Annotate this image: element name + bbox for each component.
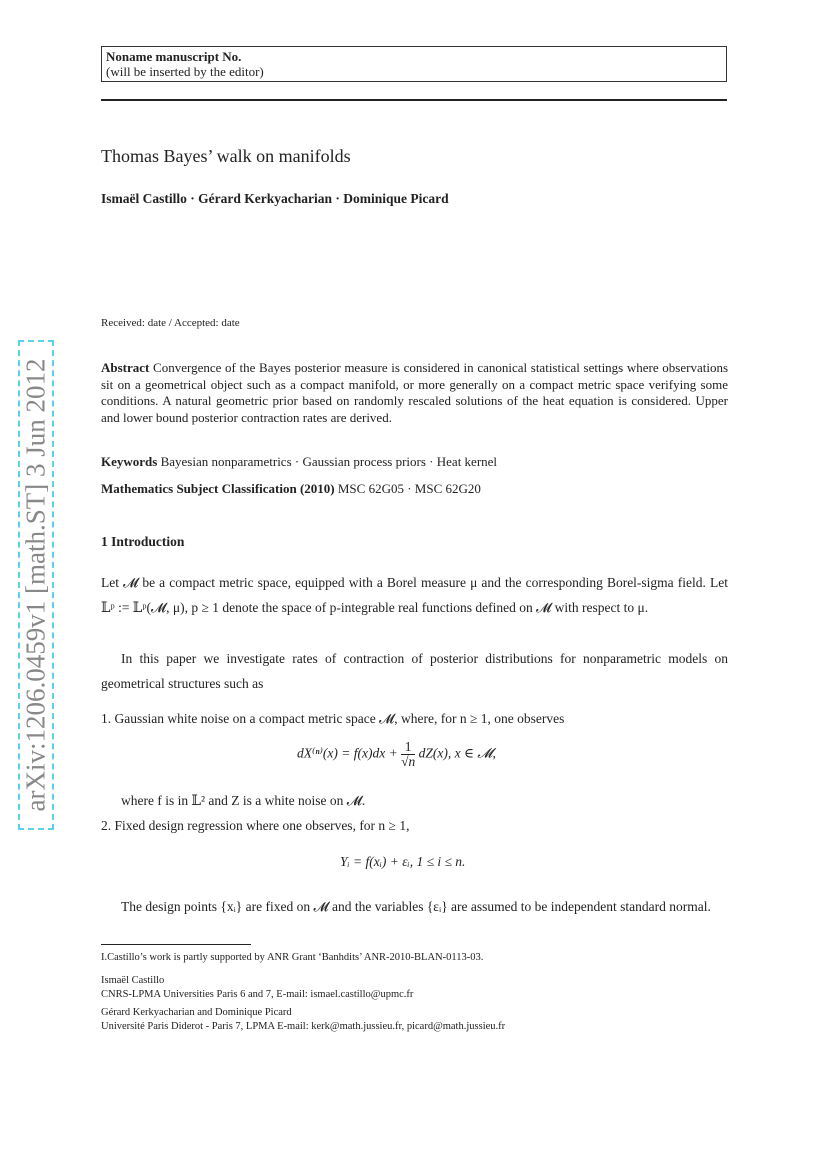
- received-date: Received: date / Accepted: date: [101, 317, 240, 329]
- affiliation-1-address: CNRS-LPMA Universities Paris 6 and 7, E-mail: ismael.castillo@upmc.fr: [101, 989, 414, 1000]
- funding-footnote: I.Castillo’s work is partly supported by ANR Grant ‘Banhdits’ ANR-2010-BLAN-0113-03.: [101, 952, 484, 963]
- eq-fraction: [401, 740, 415, 769]
- author-list: Ismaël Castillo · Gérard Kerkyacharian · Dominique Picard: [101, 191, 449, 206]
- keywords: [101, 454, 728, 471]
- keywords-text: Bayesian nonparametrics · Gaussian process priors · Heat kernel: [160, 454, 498, 469]
- list-item-2-after: The design points {xᵢ} are fixed on 𝓜 and the variables {εᵢ} are assumed to be independent standard normal.: [121, 899, 711, 914]
- footnote-rule: [101, 944, 251, 945]
- equation-regression: Yᵢ = f(xᵢ) + εᵢ, 1 ≤ i ≤ n.: [340, 854, 466, 869]
- msc-label: Mathematics Subject Classification (2010): [101, 481, 335, 496]
- paper-title: Thomas Bayes’ walk on manifolds: [101, 146, 351, 166]
- eq-fraction-numerator: 1: [401, 740, 415, 755]
- abstract-label: Abstract: [101, 360, 150, 375]
- eq-white-noise-left: dX⁽ⁿ⁾(x) = f(x)dx +: [297, 745, 398, 761]
- affiliation-2-address: Université Paris Diderot - Paris 7, LPMA E-mail: kerk@math.jussieu.fr, picard@math.jussieu.fr: [101, 1021, 506, 1032]
- arxiv-identifier: arXiv:1206.0459v1 [math.ST] 3 Jun 2012: [20, 358, 51, 812]
- manuscript-number: Noname manuscript No.: [106, 49, 242, 64]
- eq-fraction-denominator: √n: [401, 754, 416, 769]
- affiliation-2: [101, 1006, 505, 1034]
- list-item-1-after: where f is in 𝕃² and Z is a white noise on 𝓜.: [121, 793, 366, 808]
- section-heading-introduction: 1 Introduction: [101, 534, 185, 549]
- msc-text: MSC 62G05 · MSC 62G20: [337, 481, 481, 496]
- equation-white-noise: [297, 740, 496, 769]
- editor-header-box: [101, 46, 727, 82]
- abstract: [101, 360, 728, 426]
- msc-classification: [101, 481, 728, 498]
- abstract-text: Convergence of the Bayes posterior measure is considered in canonical statistical settings where observations sit on a geometrical object such as a compact manifold, or more generally on a compact metric space verifying some conditions. A natural geometric prior based on randomly rescaled solutions of the heat equation is considered. Upper and lower bound posterior contraction rates are derived.: [101, 360, 728, 425]
- affiliation-1: [101, 974, 413, 1002]
- affiliation-2-name: Gérard Kerkyacharian and Dominique Picard: [101, 1007, 292, 1018]
- intro-paragraph-1: Let 𝓜 be a compact metric space, equipped with a Borel measure μ and the corresponding Borel-sigma field. Let 𝕃ᵖ := 𝕃ᵖ(𝓜, μ), p ≥ 1 denote the space of p-integrable real functions defined on 𝓜 with respect to μ.: [101, 575, 728, 615]
- arxiv-stamp: [18, 340, 54, 830]
- header-rule: [101, 99, 727, 101]
- list-item-2: 2. Fixed design regression where one observes, for n ≥ 1,: [101, 818, 410, 833]
- list-item-1: 1. Gaussian white noise on a compact metric space 𝓜, where, for n ≥ 1, one observes: [101, 711, 565, 726]
- eq-white-noise-right: dZ(x), x ∈ 𝓜,: [418, 745, 496, 761]
- editor-note: (will be inserted by the editor): [106, 64, 264, 79]
- affiliation-1-name: Ismaël Castillo: [101, 975, 165, 986]
- intro-paragraph-2: In this paper we investigate rates of contraction of posterior distributions for nonparametric models on geometrical structures such as: [101, 651, 728, 691]
- keywords-label: Keywords: [101, 454, 158, 469]
